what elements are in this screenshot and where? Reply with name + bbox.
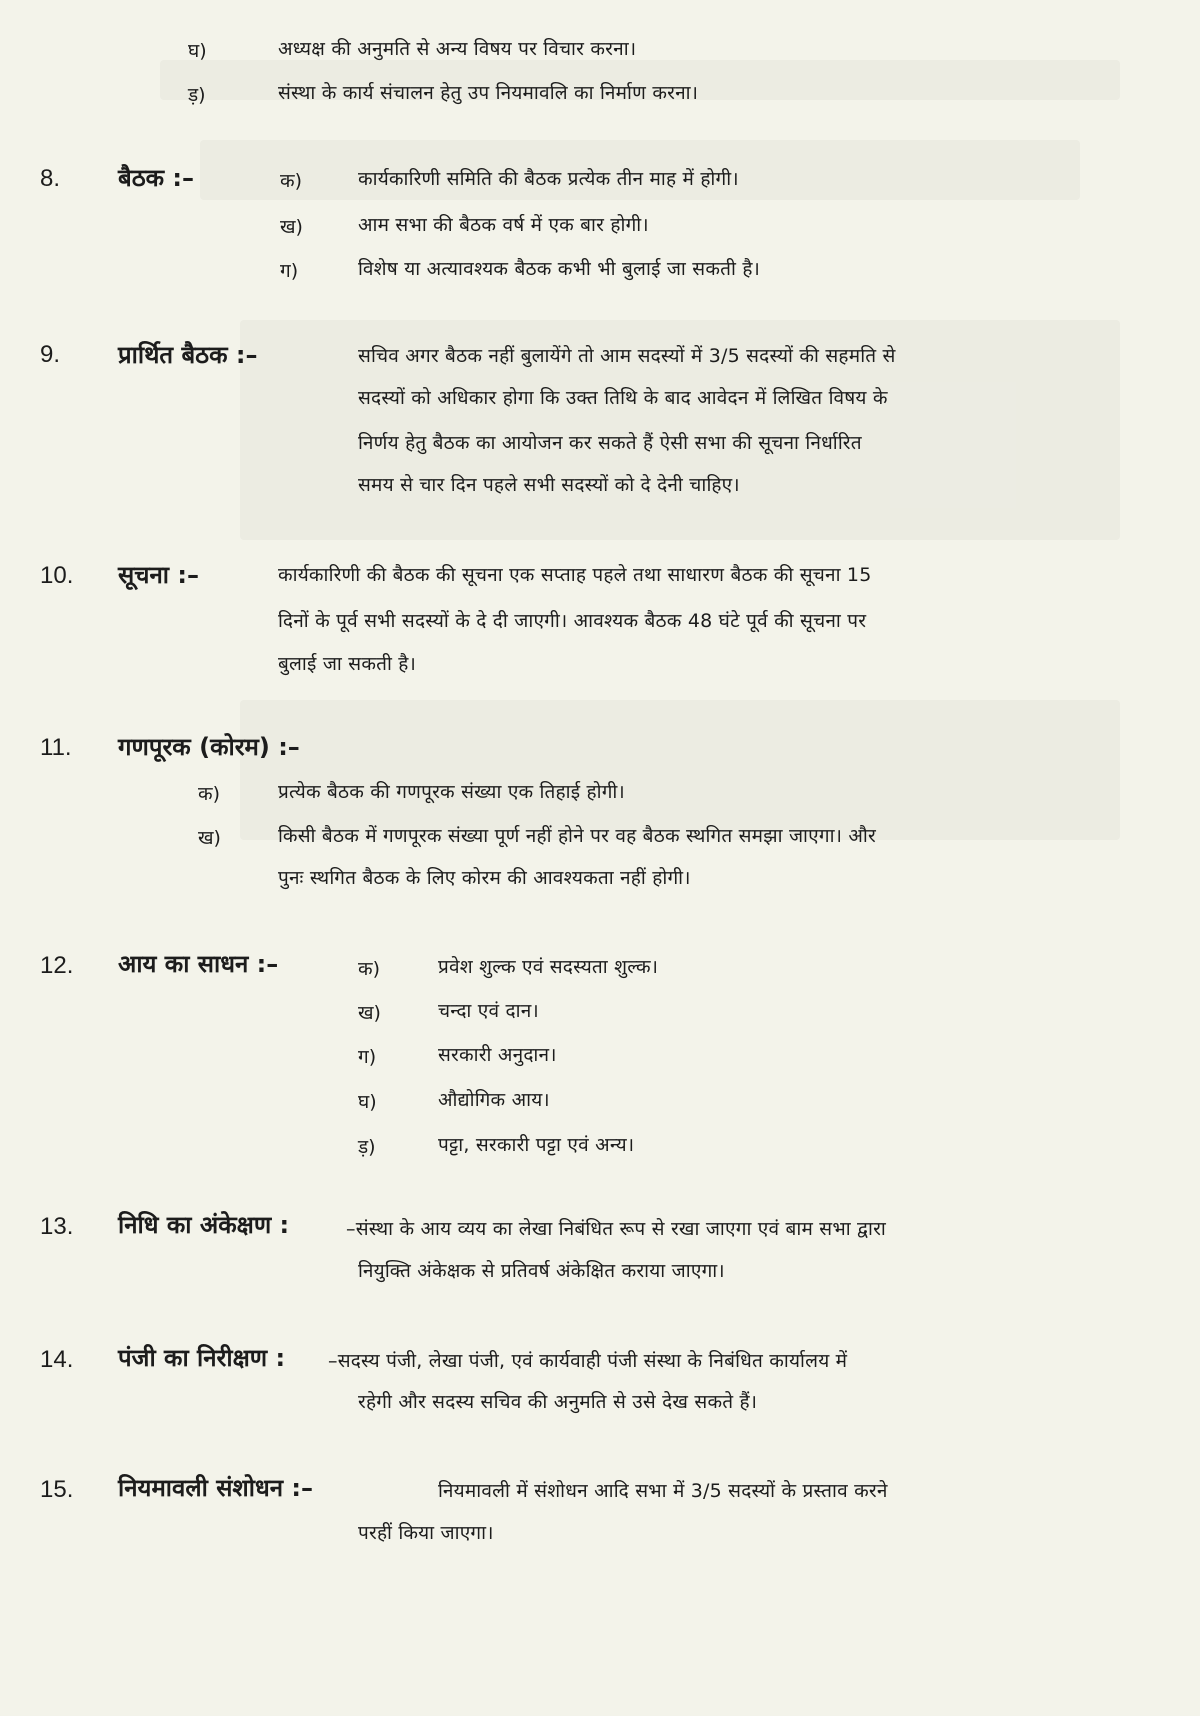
item-marker: ग) [358,1046,377,1068]
item-text: पट्टा, सरकारी पट्टा एवं अन्य। [438,1134,635,1156]
paragraph-line: सचिव अगर बैठक नहीं बुलायेंगे तो आम सदस्यों में 3/5 सदस्यों की सहमति से [358,345,896,367]
item-marker: ख) [358,1002,381,1024]
item-marker: ख) [280,216,303,238]
paragraph-line: सदस्यों को अधिकार होगा कि उक्त तिथि के बाद आवेदन में लिखित विषय के [358,387,888,409]
item-text-continued: पुनः स्थगित बैठक के लिए कोरम की आवश्यकता नहीं होगी। [278,867,691,889]
paragraph-line: बुलाई जा सकती है। [278,653,416,675]
item-marker: ड़) [188,84,206,106]
section-number: 9. [40,341,61,368]
bleed-through [240,700,1120,840]
item-text: औद्योगिक आय। [438,1089,550,1111]
item-marker: ड़) [358,1136,376,1158]
item-text: चन्दा एवं दान। [438,1000,539,1022]
section-heading: प्रार्थित बैठक :– [118,341,258,369]
section-heading: गणपूरक (कोरम) :– [118,733,300,761]
item-text: कार्यकारिणी समिति की बैठक प्रत्येक तीन माह में होगी। [358,168,739,190]
paragraph-line: –सदस्य पंजी, लेखा पंजी, एवं कार्यवाही पंजी संस्था के निबंधित कार्यालय में [328,1350,848,1372]
item-marker: क) [358,958,381,980]
item-marker: घ) [358,1091,377,1113]
paragraph-line: –संस्था के आय व्यय का लेखा निबंधित रूप से रखा जाएगा एवं बाम सभा द्वारा [346,1218,886,1240]
paragraph-line: समय से चार दिन पहले सभी सदस्यों को दे देनी चाहिए। [358,474,740,496]
item-marker: क) [198,783,221,805]
section-heading: पंजी का निरीक्षण : [118,1344,286,1372]
item-text: संस्था के कार्य संचालन हेतु उप नियमावलि का निर्माण करना। [278,82,699,104]
item-text: विशेष या अत्यावश्यक बैठक कभी भी बुलाई जा सकती है। [358,258,761,280]
item-marker: क) [280,170,303,192]
section-heading: नियमावली संशोधन :– [118,1474,314,1502]
paragraph-line: निर्णय हेतु बैठक का आयोजन कर सकते हैं ऐसी सभा की सूचना निर्धारित [358,432,862,454]
section-heading: आय का साधन :– [118,950,279,978]
item-text: प्रवेश शुल्क एवं सदस्यता शुल्क। [438,956,659,978]
section-number: 14. [40,1346,74,1373]
section-heading: बैठक :– [118,164,195,192]
paragraph-line: रहेगी और सदस्य सचिव की अनुमति से उसे देख सकते हैं। [358,1391,758,1413]
item-marker: ग) [280,260,299,282]
paragraph-line: नियुक्ति अंकेक्षक से प्रतिवर्ष अंकेक्षित कराया जाएगा। [358,1260,725,1282]
section-number: 8. [40,165,61,192]
paragraph-line: दिनों के पूर्व सभी सदस्यों के दे दी जाएगी। आवश्यक बैठक 48 घंटे पूर्व की सूचना पर [278,610,867,632]
item-marker: ख) [198,827,221,849]
section-heading: सूचना :– [118,561,199,589]
paragraph-line: कार्यकारिणी की बैठक की सूचना एक सप्ताह पहले तथा साधारण बैठक की सूचना 15 [278,564,872,586]
item-marker: घ) [188,40,207,62]
paragraph-line: नियमावली में संशोधन आदि सभा में 3/5 सदस्यों के प्रस्ताव करने [438,1480,888,1502]
item-text: आम सभा की बैठक वर्ष में एक बार होगी। [358,214,649,236]
section-number: 10. [40,562,74,589]
item-text: किसी बैठक में गणपूरक संख्या पूर्ण नहीं होने पर वह बैठक स्थगित समझा जाएगा। और [278,825,876,847]
section-heading: निधि का अंकेक्षण : [118,1211,290,1239]
section-number: 12. [40,952,74,979]
section-number: 11. [40,734,72,761]
item-text: प्रत्येक बैठक की गणपूरक संख्या एक तिहाई होगी। [278,781,625,803]
item-text: अध्यक्ष की अनुमति से अन्य विषय पर विचार करना। [278,38,637,60]
section-number: 13. [40,1213,74,1240]
paragraph-line: परहीं किया जाएगा। [358,1522,494,1544]
item-text: सरकारी अनुदान। [438,1044,557,1066]
section-number: 15. [40,1476,74,1503]
